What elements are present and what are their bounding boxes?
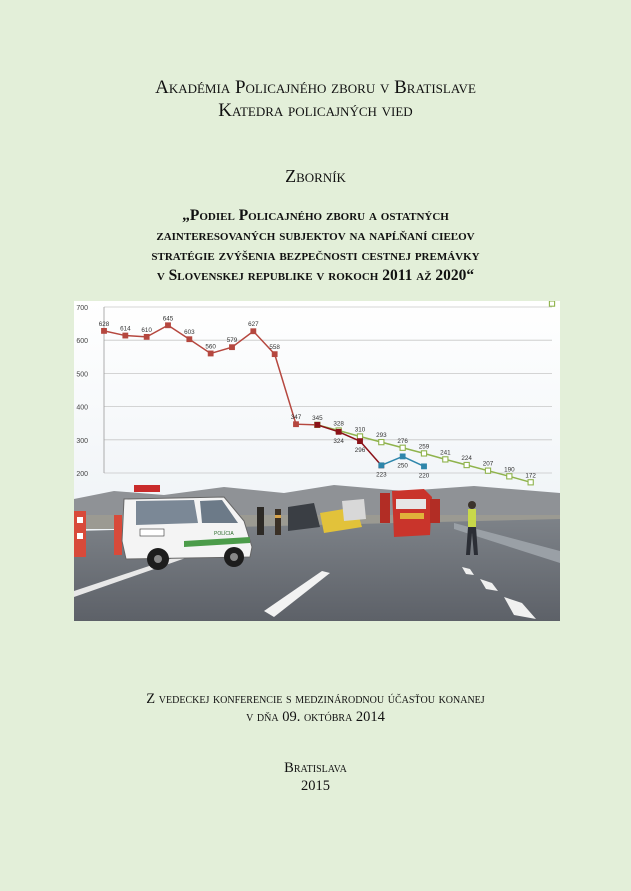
data-point [400, 445, 405, 450]
firefighter [275, 509, 281, 535]
data-point [443, 457, 448, 462]
data-label: 190 [504, 466, 515, 474]
title-line: stratégie zvýšenia bezpečnosti cestnej premávky [151, 247, 480, 264]
data-label: 241 [440, 449, 451, 457]
data-label: 610 [141, 326, 152, 334]
institution-name: Akadémia Policajného zboru v Bratislave [155, 77, 476, 98]
data-point [549, 301, 554, 306]
data-point [165, 323, 170, 328]
data-label: 614 [120, 325, 131, 333]
data-label: 220 [418, 472, 430, 480]
data-point [101, 328, 106, 333]
data-label: 345 [312, 414, 323, 422]
van-marking: POLÍCIA [214, 531, 234, 537]
publication-year: 2015 [301, 778, 330, 794]
data-point [507, 474, 512, 479]
data-point [336, 429, 341, 434]
data-label: 224 [461, 455, 472, 463]
data-label: 645 [162, 315, 174, 323]
publication-info [0, 759, 631, 795]
data-label: 603 [184, 329, 195, 337]
data-label: 328 [333, 420, 344, 428]
data-label: 296 [354, 447, 366, 455]
data-point [315, 422, 320, 427]
data-label: 560 [205, 343, 216, 351]
y-tick-label: 400 [76, 404, 88, 412]
data-label: 293 [376, 432, 387, 440]
data-point [421, 451, 426, 456]
data-point [528, 480, 533, 485]
data-label: 259 [418, 443, 430, 451]
institution-header [0, 76, 631, 122]
data-point [187, 337, 192, 342]
data-point [485, 468, 490, 473]
conference-line: Z vedeckej konferencie s medzinárodnou účasťou konanej [146, 691, 485, 707]
fatalities-chart [74, 301, 560, 501]
data-label: 223 [376, 471, 387, 479]
data-point [272, 352, 277, 357]
data-label: 310 [354, 426, 366, 434]
crashed-car [342, 499, 366, 521]
data-point [208, 351, 213, 356]
data-label: 627 [248, 321, 259, 329]
data-label: 172 [525, 472, 536, 480]
firefighter [257, 507, 264, 535]
data-point [379, 440, 384, 445]
cover-figure [74, 301, 560, 621]
data-label: 628 [98, 320, 110, 328]
data-point [464, 462, 469, 467]
data-label: 558 [269, 344, 280, 352]
traffic-barrier [114, 515, 122, 555]
title-line: „Podiel Policajného zboru a ostatných [182, 207, 449, 224]
data-point [144, 334, 149, 339]
data-point [357, 439, 362, 444]
conference-date: v dňa 09. októbra 2014 [246, 709, 385, 725]
section-label: Zborník [285, 166, 346, 186]
publication-place: Bratislava [284, 760, 347, 776]
title-line: v Slovenskej republike v rokoch 2011 až 2020“ [156, 267, 475, 284]
y-tick-label: 600 [76, 338, 88, 346]
conference-note [0, 690, 631, 726]
proceedings-title [0, 206, 631, 286]
y-tick-label: 200 [76, 471, 88, 478]
data-label: 276 [397, 437, 408, 445]
data-point [293, 422, 298, 427]
data-label: 324 [333, 437, 344, 445]
data-point [400, 454, 405, 459]
data-point [229, 345, 234, 350]
data-label: 347 [290, 414, 302, 422]
y-tick-label: 500 [76, 371, 88, 379]
data-point [251, 329, 256, 334]
data-point [421, 464, 426, 469]
data-point [379, 463, 384, 468]
data-label: 579 [226, 337, 238, 345]
department-name: Katedra policajných vied [218, 100, 413, 121]
y-tick-label: 300 [76, 437, 88, 445]
data-label: 207 [482, 460, 494, 468]
data-label: 250 [397, 462, 408, 470]
title-line: zainteresovaných subjektov na napĺňaní cieľov [156, 227, 475, 244]
y-tick-label: 700 [76, 305, 88, 312]
data-point [123, 333, 128, 338]
series-line [317, 425, 381, 466]
